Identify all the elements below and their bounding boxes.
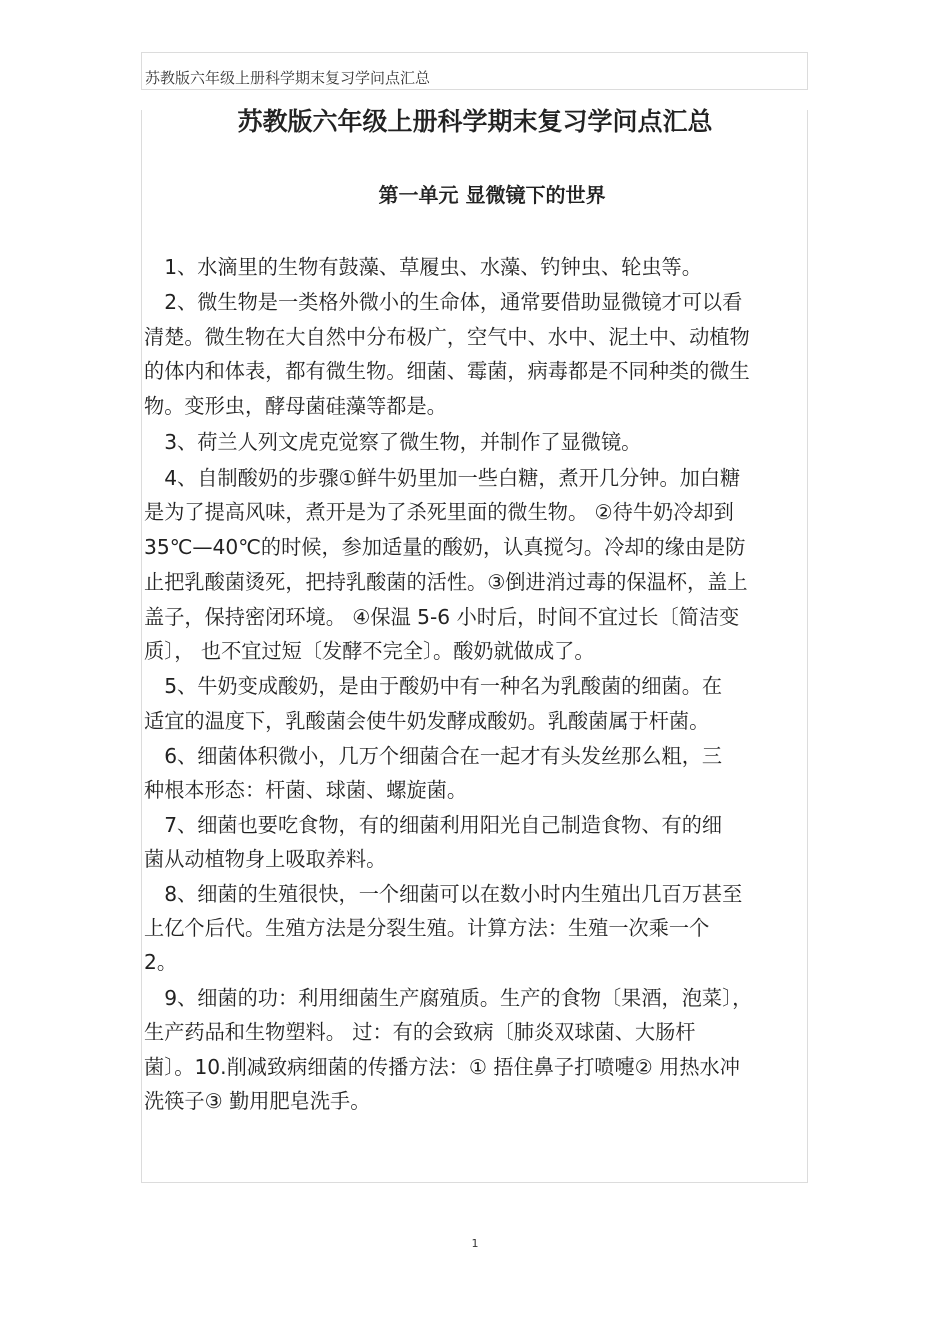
paragraph-line: 1、水滴里的生物有鼓藻、草履虫、水藻、钓钟虫、轮虫等。: [144, 255, 702, 279]
paragraph-line: 种根本形态：杆菌、球菌、螺旋菌。: [144, 778, 468, 802]
paragraph-line: 2。: [144, 950, 178, 974]
paragraph-line: 盖子，保持密闭环境。 ④保温 5-6 小时后，时间不宜过长〔简洁变: [144, 605, 740, 629]
paragraph-line: 清楚。微生物在大自然中分布极广，空气中、水中、泥土中、动植物: [144, 325, 750, 349]
running-header-title: 苏教版六年级上册科学期末复习学问点汇总: [145, 69, 431, 87]
paragraph-line: 7、细菌也要吃食物，有的细菌利用阳光自己制造食物、有的细: [144, 813, 723, 837]
paragraph-line: 质〕， 也不宜过短〔发酵不完全〕。酸奶就做成了。: [144, 639, 595, 663]
paragraph-line: 6、细菌体积微小，几万个细菌合在一起才有头发丝那么粗，三: [144, 744, 723, 768]
paragraph-line: 洗筷子③ 勤用肥皂洗手。: [144, 1089, 371, 1113]
paragraph-line: 菌〕。10.削减致病细菌的传播方法：① 捂住鼻子打喷嚏② 用热水冲: [144, 1055, 740, 1079]
paragraph-line: 菌从动植物身上吸取养料。: [144, 847, 387, 871]
paragraph-line: 8、细菌的生殖很快，一个细菌可以在数小时内生殖出几百万甚至: [144, 882, 743, 906]
paragraph-line: 适宜的温度下，乳酸菌会使牛奶发酵成酸奶。乳酸菌属于杆菌。: [144, 709, 710, 733]
page-header: [141, 52, 808, 90]
paragraph-line: 是为了提高风味，煮开是为了杀死里面的微生物。 ②待牛奶冷却到: [144, 500, 734, 524]
paragraph-line: 9、细菌的功：利用细菌生产腐殖质。生产的食物〔果酒，泡菜〕，: [144, 986, 753, 1010]
paragraph-line: 的体内和体表，都有微生物。细菌、霉菌，病毒都是不同种类的微生: [144, 359, 750, 383]
page-number: 1: [471, 1237, 479, 1250]
document-title: 苏教版六年级上册科学期末复习学问点汇总: [237, 107, 713, 136]
paragraph-line: 5、牛奶变成酸奶，是由于酸奶中有一种名为乳酸菌的细菌。在: [144, 674, 723, 698]
paragraph-line: 2、微生物是一类格外微小的生命体，通常要借助显微镜才可以看: [144, 290, 743, 314]
paragraph-line: 上亿个后代。生殖方法是分裂生殖。计算方法：生殖一次乘一个: [144, 916, 710, 940]
paragraph-line: 3、荷兰人列文虎克觉察了微生物，并制作了显微镜。: [144, 430, 642, 454]
paragraph-line: 生产药品和生物塑料。 过：有的会致病〔肺炎双球菌、大肠杆: [144, 1020, 696, 1044]
paragraph-line: 物。变形虫，酵母菌硅藻等都是。: [144, 394, 447, 418]
paragraph-line: 35℃—40℃的时候，参加适量的酸奶，认真搅匀。冷却的缘由是防: [144, 535, 746, 559]
paragraph-line: 4、自制酸奶的步骤①鲜牛奶里加一些白糖，煮开几分钟。加白糖: [144, 466, 741, 490]
paragraph-line: 止把乳酸菌烫死，把持乳酸菌的活性。③倒进消过毒的保温杯，盖上: [144, 570, 748, 594]
unit-heading: 第一单元 显微镜下的世界: [378, 183, 606, 207]
